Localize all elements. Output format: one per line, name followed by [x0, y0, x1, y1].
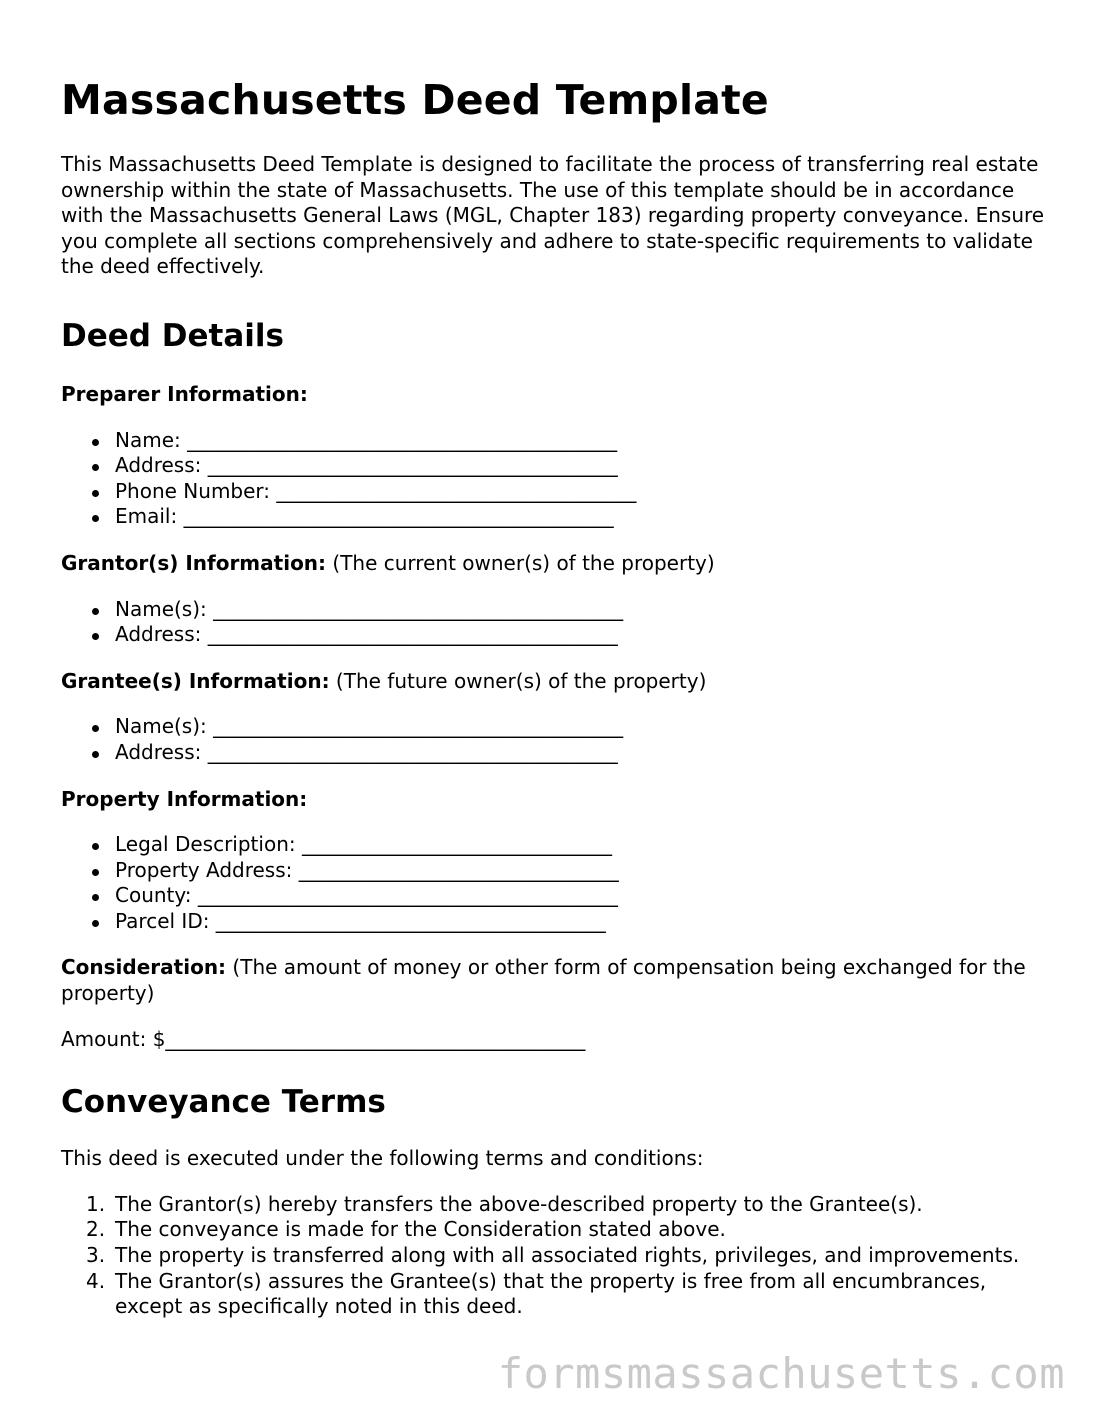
- legal-description-field[interactable]: Legal Description: _______________________________: [115, 832, 1051, 858]
- grantee-label: Grantee(s) Information:: [61, 668, 330, 693]
- term-item: [86, 1217, 1051, 1243]
- conveyance-terms-heading: Conveyance Terms: [61, 1084, 386, 1121]
- property-label-line: [61, 787, 1051, 813]
- grantee-address-field[interactable]: Address: _________________________________________: [115, 740, 1051, 766]
- term-number: 1.: [86, 1191, 106, 1216]
- term-number: 3.: [86, 1243, 106, 1268]
- document-title: Massachusetts Deed Template: [61, 76, 769, 124]
- deed-details-heading: Deed Details: [61, 317, 284, 354]
- grantor-label: Grantor(s) Information:: [61, 550, 327, 575]
- grantee-fields: [61, 714, 1051, 765]
- term-item: [86, 1243, 1051, 1269]
- grantor-note: (The current owner(s) of the property): [326, 550, 715, 575]
- preparer-email-field[interactable]: Email: ___________________________________________: [115, 504, 1051, 530]
- consideration-label-line: [61, 955, 1051, 1006]
- preparer-fields: [61, 428, 1051, 530]
- term-item: [86, 1191, 1051, 1218]
- property-address-field[interactable]: Property Address: ________________________________: [115, 858, 1051, 884]
- term-number: 4.: [86, 1268, 106, 1293]
- property-label: Property Information:: [61, 786, 308, 811]
- grantee-names-field[interactable]: Name(s): _________________________________________: [115, 714, 1051, 740]
- grantor-names-field[interactable]: Name(s): _________________________________________: [115, 597, 1051, 623]
- grantee-label-line: [61, 669, 1051, 695]
- county-field[interactable]: County: __________________________________________: [115, 883, 1051, 909]
- conveyance-intro: This deed is executed under the following terms and conditions:: [61, 1146, 704, 1171]
- preparer-label: Preparer Information:: [61, 381, 308, 406]
- term-number: 2.: [86, 1217, 106, 1242]
- parcel-id-field[interactable]: Parcel ID: _______________________________________: [115, 909, 1051, 935]
- preparer-name-field[interactable]: Name: ___________________________________________: [115, 428, 1051, 454]
- amount-field[interactable]: Amount: $__________________________________________: [61, 1026, 586, 1051]
- consideration-label: Consideration:: [61, 955, 227, 980]
- term-text: The property is transferred along with all associated rights, privileges, and improvements.: [115, 1243, 1020, 1268]
- term-text: The Grantor(s) hereby transfers the above-described property to the Grantee(s).: [115, 1191, 923, 1216]
- term-text: The Grantor(s) assures the Grantee(s) that the property is free from all encumbrances, except as specifically noted in this deed.: [115, 1268, 987, 1319]
- intro-paragraph: This Massachusetts Deed Template is designed to facilitate the process of transferring real estate ownership within the state of Massachusetts. The use of this template should be in accordance with the Massachusetts General Laws (MGL, Chapter 183) regarding property conveyance. Ensure you complete all sections comprehensively and adhere to state-specific requirements to validate the deed effectively.: [61, 152, 1045, 279]
- document-page: [61, 72, 1051, 1320]
- grantor-label-line: [61, 551, 1051, 577]
- grantor-address-field[interactable]: Address: _________________________________________: [115, 622, 1051, 648]
- site-watermark: formsmassachusetts.com: [497, 1349, 1065, 1398]
- consideration-note: (The amount of money or other form of compensation being exchanged for the property): [61, 955, 1026, 1006]
- grantee-note: (The future owner(s) of the property): [329, 668, 707, 693]
- preparer-label-line: [61, 382, 1051, 408]
- preparer-address-field[interactable]: Address: _________________________________________: [115, 453, 1051, 479]
- term-text: The conveyance is made for the Consideration stated above.: [115, 1217, 726, 1242]
- property-fields: [61, 832, 1051, 934]
- preparer-phone-field[interactable]: Phone Number: ____________________________________: [115, 479, 1051, 505]
- grantor-fields: [61, 597, 1051, 648]
- term-item: [86, 1268, 1051, 1320]
- terms-list: [61, 1192, 1051, 1320]
